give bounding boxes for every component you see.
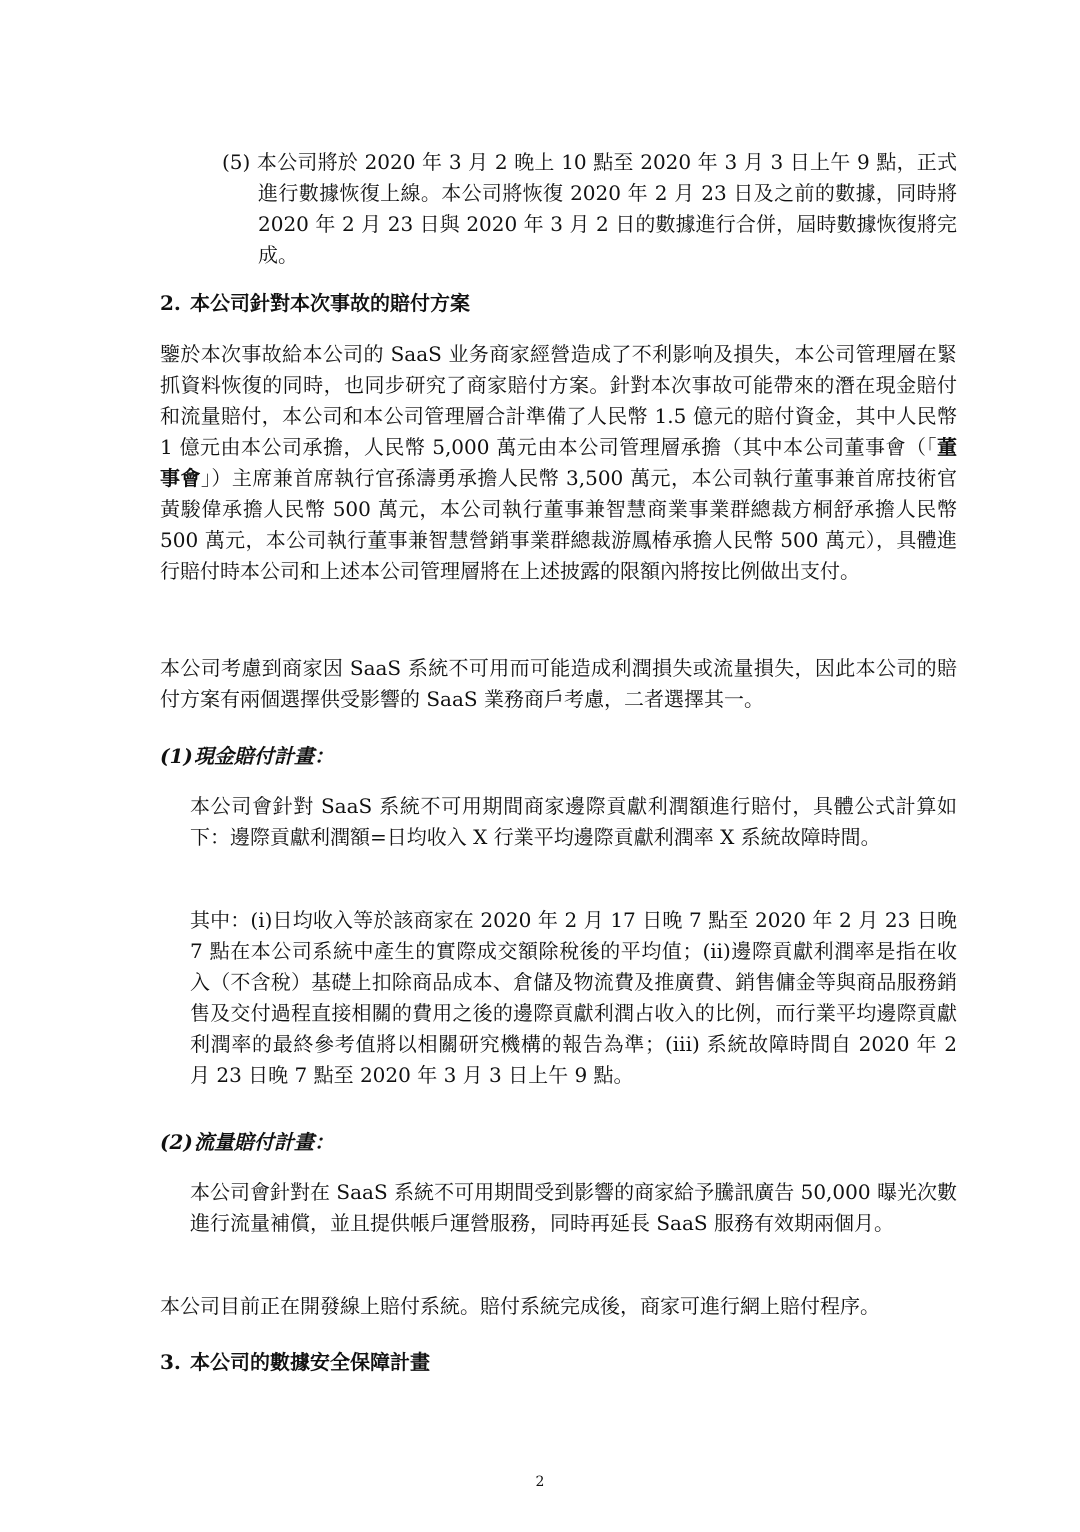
plan-2-number: (2) <box>160 1130 193 1154</box>
section-2-title: 本公司針對本次事故的賠付方案 <box>190 291 470 315</box>
section-3-heading <box>160 1346 430 1375</box>
plan-1-number: (1) <box>160 744 193 768</box>
section-2-paragraph-2: 本公司考慮到商家因 SaaS 系統不可用而可能造成利潤損失或流量損失，因此本公司的賠付方案有兩個選擇供受影響的 SaaS 業務商戶考慮，二者選擇其一。 <box>160 656 957 711</box>
item-5-text: 本公司將於 2020 年 3 月 2 晚上 10 點至 2020 年 3 月 3 日上午 9 點，正式進行數據恢復上線。本公司將恢復 2020 年 2 月 23 日及之前的數據，同時將 2020 年 2 月 23 日與 2020 年 3 月 2 日的數據進行合併，屆時數據恢復將完成。 <box>256 150 957 267</box>
section-2-heading <box>160 287 470 316</box>
plan-2-paragraph-1: 本公司會針對在 SaaS 系統不可用期間受到影響的商家給予騰訊廣告 50,000 曝光次數進行流量補償，並且提供帳戶運營服務，同時再延長 SaaS 服務有效期兩個月。 <box>190 1180 957 1235</box>
plan-1-paragraph-1: 本公司會針對 SaaS 系統不可用期間商家邊際貢獻利潤額進行賠付，具體公式計算如下：邊際貢獻利潤額=日均收入 X 行業平均邊際貢獻利潤率 X 系統故障時間。 <box>190 794 957 849</box>
plan-1-title: 現金賠付計畫： <box>194 744 334 768</box>
page-number: 2 <box>535 1474 545 1490</box>
plan-1-paragraph-2: 其中：(i)日均收入等於該商家在 2020 年 2 月 17 日晚 7 點至 2020 年 2 月 23 日晚 7 點在本公司系統中產生的實際成交額除稅後的平均值；(ii)邊際貢獻利潤率是指在收入（不含稅）基礎上扣除商品成本、倉儲及物流費及推廣費、銷售傭金等與商品服務銷售及交付過程直接相關的費用之後的邊際貢獻利潤占收入的比例，而行業平均邊際貢獻利潤率的最終參考值將以相關研究機構的報告為準；(iii) 系統故障時間自 2020 年 2 月 23 日晚 7 點至 2020 年 3 月 3 日上午 9 點。 <box>190 908 957 1087</box>
closing-paragraph: 本公司目前正在開發線上賠付系統。賠付系統完成後，商家可進行網上賠付程序。 <box>160 1294 880 1318</box>
section-2-number: 2. <box>160 291 181 315</box>
item-5-label: (5) <box>222 150 251 174</box>
section-3-number: 3. <box>160 1350 181 1374</box>
section-2-paragraph-1-text-a: 鑒於本次事故給本公司的 SaaS 业务商家經營造成了不利影响及損失，本公司管理層在緊抓資料恢復的同時，也同步研究了商家賠付方案。針對本次事故可能帶來的潛在現金賠付和流量賠付，本公司和本公司管理層合計準備了人民幣 1.5 億元的賠付資金，其中人民幣 1 億元由本公司承擔，人民幣 5,000 萬元由本公司管理層承擔（其中本公司董事會（「 <box>160 342 957 459</box>
section-2-paragraph-1-text-b: 」）主席兼首席執行官孫濤勇承擔人民幣 3,500 萬元，本公司執行董事兼首席技術官黃駿偉承擔人民幣 500 萬元，本公司執行董事兼智慧商業事業群總裁方桐舒承擔人民幣 500 萬元，本公司執行董事兼智慧營銷事業群總裁游鳳椿承擔人民幣 500 萬元），具體進行賠付時本公司和上述本公司管理層將在上述披露的限額內將按比例做出支付。 <box>160 466 957 583</box>
section-2-paragraph-1 <box>160 339 957 587</box>
item-5-paragraph <box>222 147 957 271</box>
plan-1-heading <box>160 740 334 769</box>
plan-2-heading <box>160 1126 334 1155</box>
board-term: 董事會 <box>160 435 957 490</box>
plan-2-title: 流量賠付計畫： <box>194 1130 334 1154</box>
section-3-title: 本公司的數據安全保障計畫 <box>190 1350 430 1374</box>
